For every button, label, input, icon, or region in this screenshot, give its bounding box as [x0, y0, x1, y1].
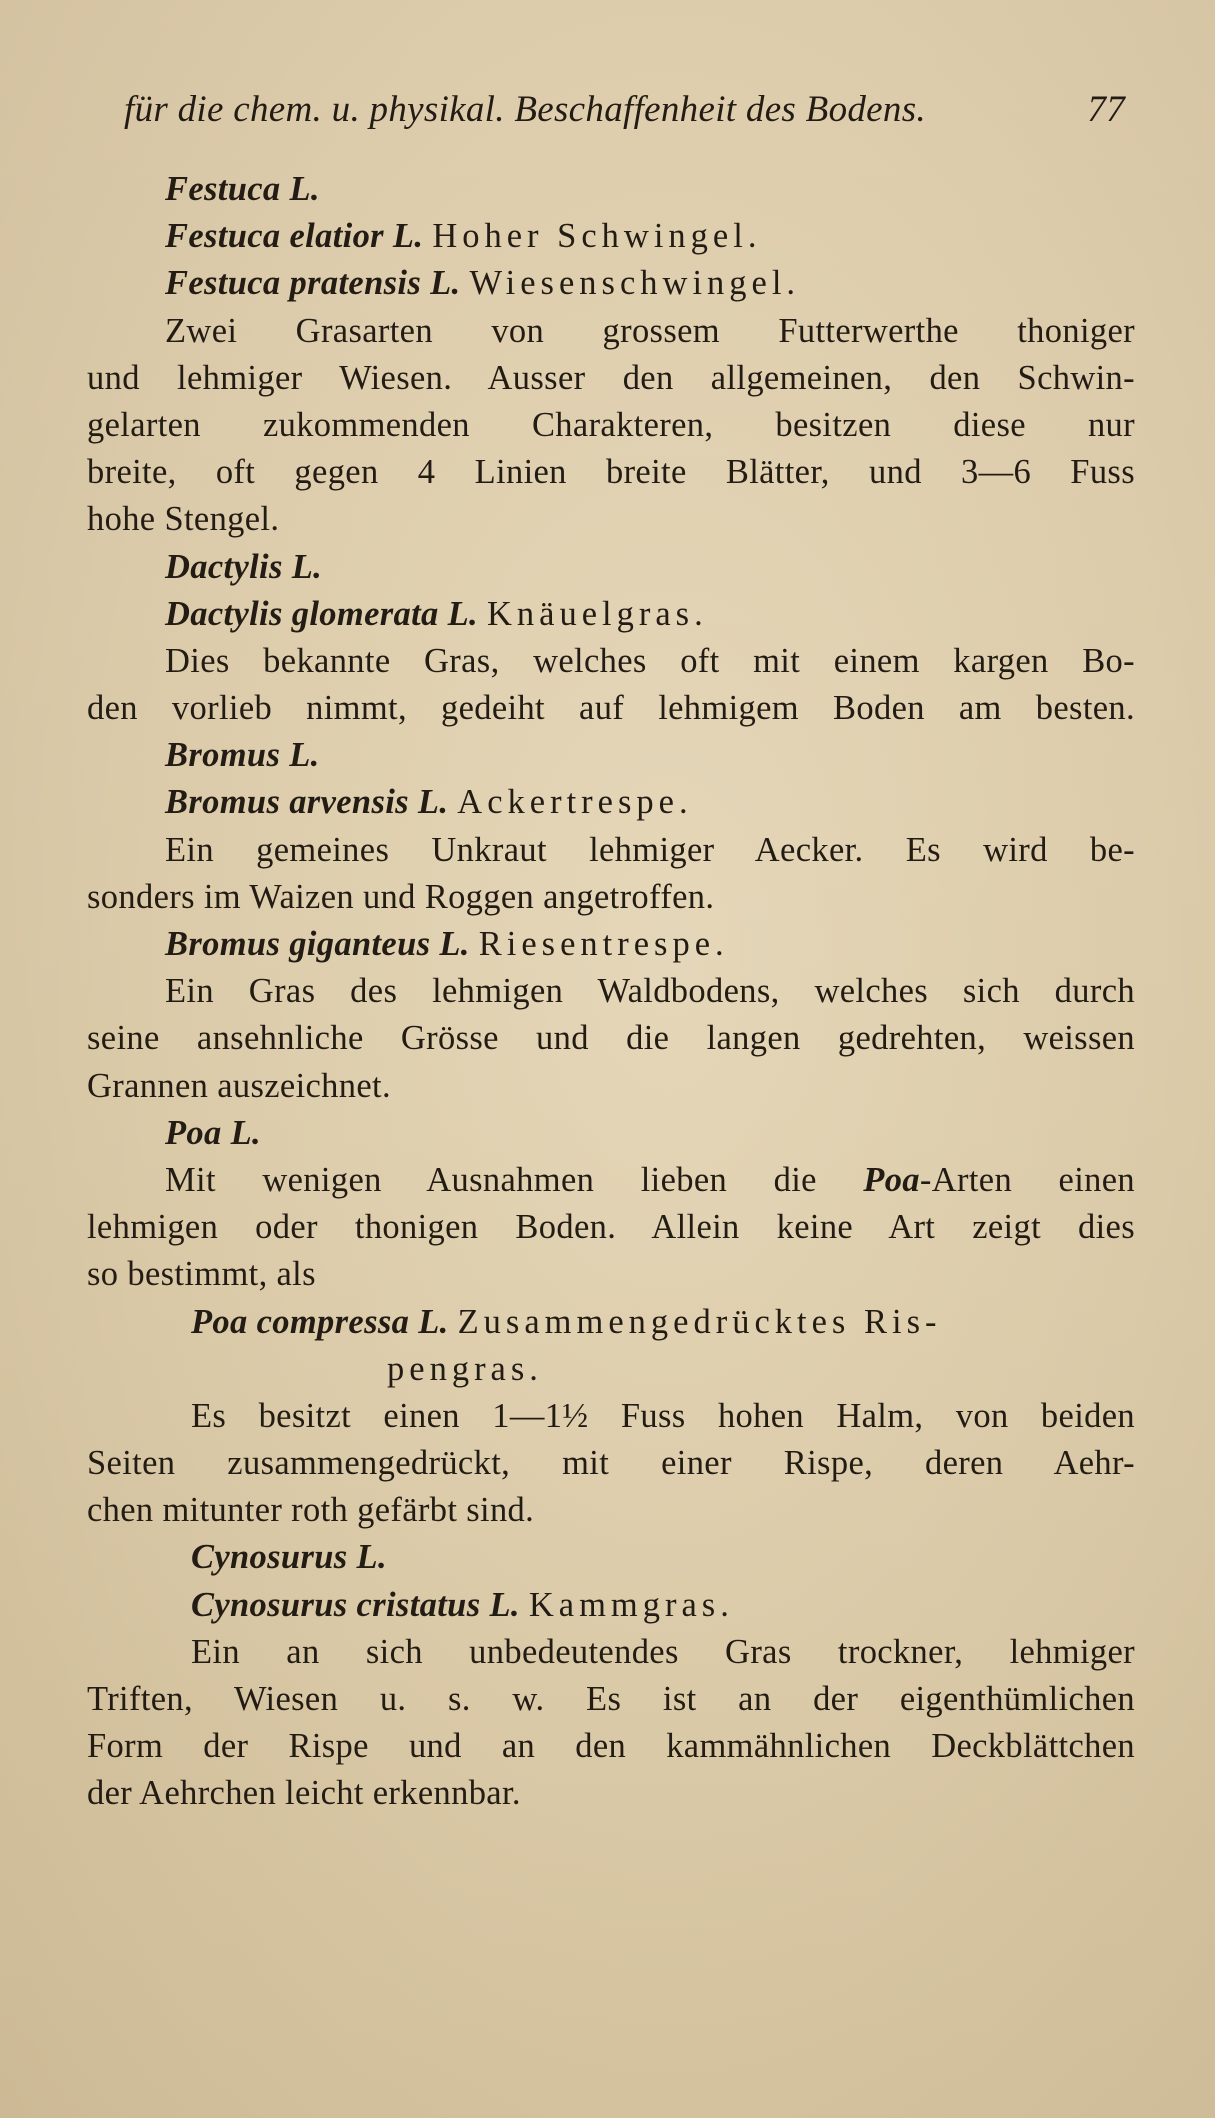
taxon-name: Festuca L. [165, 170, 320, 208]
taxon-name: Dactylis glomerata L. [165, 594, 479, 633]
text-run: Triften, Wiesen u. s. w. Es ist an der eigenthümlichen [87, 1680, 1135, 1718]
text-run: gelarten zukommenden Charakteren, besitzen diese nur [87, 405, 1135, 444]
text-run: Form der Rispe und an den kammähnlichen Deckblättchen [87, 1727, 1135, 1766]
text-run: hohe Stengel. [87, 500, 280, 539]
text-line [87, 308, 1135, 355]
text-line [87, 1770, 1135, 1817]
text-line [87, 1487, 1135, 1534]
taxon-name: Bromus L. [165, 736, 320, 775]
text-run: Ein Gras des lehmigen Waldbodens, welches sich durch [165, 972, 1135, 1011]
text-line [87, 213, 1135, 260]
text-line [87, 1299, 1135, 1346]
text-run [520, 1586, 529, 1624]
text-run: chen mitunter roth gefärbt sind. [87, 1491, 535, 1530]
text-line [87, 1063, 1135, 1110]
text-run: Mit wenigen Ausnahmen lieben die [165, 1160, 864, 1199]
taxon-name: Cynosurus L. [191, 1538, 387, 1577]
text-line [87, 449, 1135, 496]
text-run [448, 783, 457, 821]
text-line [87, 874, 1135, 921]
page-number: 77 [1087, 89, 1125, 130]
text-line [87, 260, 1135, 307]
text-run [449, 1303, 458, 1341]
text-run: Seiten zusammengedrückt, mit einer Rispe, deren Aehr- [87, 1444, 1135, 1483]
text-run: und lehmiger Wiesen. Ausser den allgemeinen, den Schwin- [87, 358, 1135, 397]
text-run: Dies bekannte Gras, welches oft mit einem kargen Bo- [165, 641, 1135, 680]
text-line [87, 402, 1135, 449]
text-line [87, 1440, 1135, 1487]
text-line [87, 496, 1135, 543]
text-run: lehmigen oder thonigen Boden. Allein keine Art zeigt dies [87, 1208, 1135, 1247]
common-name: Kammgras. [528, 1585, 734, 1624]
taxon-name: Bromus giganteus L. [165, 925, 470, 963]
common-name: Knäuelgras. [487, 594, 708, 633]
text-run: -Arten einen [919, 1160, 1135, 1199]
text-line [87, 685, 1135, 732]
text-line [87, 1534, 1135, 1581]
text-line [87, 779, 1135, 826]
text-run: so bestimmt, als [87, 1255, 316, 1294]
common-name: Riesentrespe. [478, 925, 729, 963]
text-run: der Aehrchen leicht erkennbar. [87, 1774, 521, 1813]
text-line [87, 827, 1135, 874]
text-run [423, 217, 432, 255]
text-run: sonders im Waizen und Roggen angetroffen. [87, 877, 715, 916]
text-line [87, 1676, 1135, 1723]
text-line [87, 1015, 1135, 1062]
text-run [478, 595, 487, 633]
text-line [87, 1157, 1135, 1204]
text-line [87, 638, 1135, 685]
text-line [87, 1393, 1135, 1440]
running-head [87, 88, 1135, 140]
text-line [87, 1629, 1135, 1676]
text-line [87, 591, 1135, 638]
text-run: seine ansehnliche Grösse und die langen gedrehten, weissen [87, 1019, 1135, 1058]
text-line [87, 968, 1135, 1015]
text-line [87, 921, 1135, 968]
text-line [87, 355, 1135, 402]
text-run: Es besitzt einen 1—1½ Fuss hohen Halm, von beiden [191, 1396, 1135, 1435]
text-line [87, 1346, 1135, 1393]
text-line [87, 1723, 1135, 1770]
taxon-name: Poa [863, 1160, 920, 1199]
taxon-name: Poa compressa L. [191, 1302, 449, 1341]
text-line [87, 166, 1135, 213]
common-name: Zusammengedrücktes Ris- [457, 1302, 942, 1341]
taxon-name: Poa L. [165, 1113, 261, 1152]
text-line [87, 732, 1135, 779]
text-run: Ein gemeines Unkraut lehmiger Aecker. Es wird be- [165, 830, 1135, 869]
text-run: breite, oft gegen 4 Linien breite Blätter, und 3—6 Fuss [87, 453, 1135, 492]
text-line [87, 1110, 1135, 1157]
taxon-name: Festuca elatior L. [165, 217, 424, 256]
text-run [470, 925, 479, 963]
text-line [87, 1251, 1135, 1298]
running-head-title: für die chem. u. physikal. Beschaffenheit des Bodens. [124, 89, 926, 130]
taxon-name: Cynosurus cristatus L. [191, 1585, 520, 1624]
common-name: Ackertrespe. [457, 783, 693, 822]
common-name: pengras. [387, 1349, 543, 1388]
common-name: Hoher Schwingel. [432, 217, 762, 256]
text-run: den vorlieb nimmt, gedeiht auf lehmigem Boden am besten. [87, 689, 1135, 728]
text-run: Grannen auszeichnet. [87, 1066, 391, 1105]
taxon-name: Bromus arvensis L. [165, 783, 449, 822]
text-line [87, 544, 1135, 591]
text-line [87, 1582, 1135, 1629]
body-text [87, 166, 1135, 1818]
common-name: Wiesenschwingel. [469, 264, 801, 303]
text-run: Ein an sich unbedeutendes Gras trockner, lehmiger [191, 1632, 1135, 1671]
text-run: Zwei Grasarten von grossem Futterwerthe thoniger [165, 311, 1135, 350]
taxon-name: Dactylis L. [165, 547, 323, 586]
text-line [87, 1204, 1135, 1251]
taxon-name: Festuca pratensis L. [165, 264, 461, 303]
